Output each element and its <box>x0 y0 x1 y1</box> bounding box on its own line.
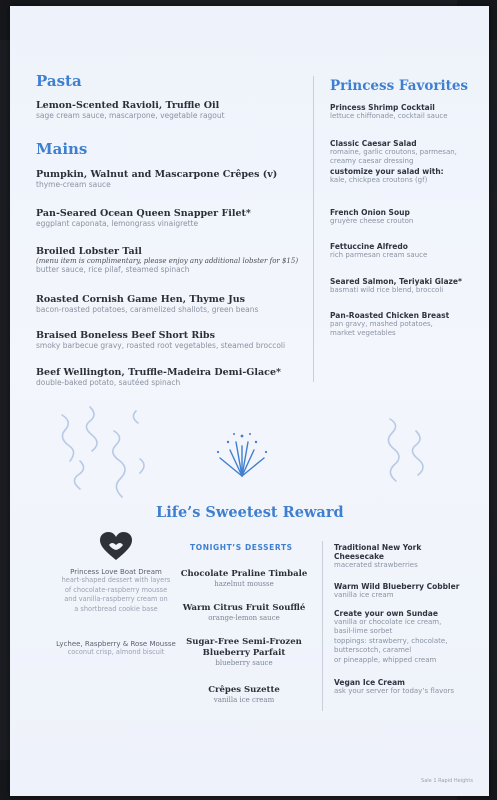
menu-item <box>36 169 277 190</box>
favorite-item-name: Classic Caesar Salad <box>330 139 417 148</box>
dessert-name: Traditional New York <box>334 543 422 552</box>
menu-item <box>36 246 298 275</box>
favorite-item-desc: basmati wild rice blend, broccoli <box>330 286 444 294</box>
dessert-name: Vegan Ice Cream <box>334 678 405 687</box>
dessert-item <box>334 543 421 570</box>
dessert-desc: vanilla ice cream <box>334 591 394 599</box>
favorite-item <box>330 242 427 260</box>
dessert-item <box>51 640 181 658</box>
menu-item-desc: smoky barbecue gravy, roasted root vegetables, steamed broccoli <box>36 341 286 350</box>
dessert-name: Warm Wild Blueberry Cobbler <box>334 582 460 591</box>
footer-text: Sale 1 Rapid Heights <box>421 778 473 784</box>
dessert-item <box>334 582 459 600</box>
favorite-item <box>330 277 462 295</box>
menu-item-name: Beef Wellington, Truffle-Madeira Demi-Glace* <box>36 367 281 378</box>
dessert-item-featured <box>51 568 181 614</box>
dessert-name: Sugar-Free Semi-Frozen <box>186 637 302 647</box>
dessert-name: Cheesecake <box>334 552 384 561</box>
menu-item-desc: bacon-roasted potatoes, caramelized shallots, green beans <box>36 305 259 314</box>
favorite-item-name: French Onion Soup <box>330 208 410 217</box>
menu-item-name: Lemon-Scented Ravioli, Truffle Oil <box>36 100 220 111</box>
menu-item-desc: double-baked potato, sautéed spinach <box>36 378 181 387</box>
dessert-desc: of chocolate-raspberry mousse <box>64 585 168 594</box>
dessert-desc: basil-lime sorbet <box>334 627 393 636</box>
menu-item <box>36 367 281 388</box>
dessert-desc: blueberry sauce <box>215 659 273 668</box>
dessert-item <box>174 569 314 590</box>
dessert-item <box>174 603 314 624</box>
favorite-item <box>330 103 448 121</box>
menu-item-name: Broiled Lobster Tail <box>36 246 142 257</box>
dessert-name: Create your own Sundae <box>334 609 438 618</box>
dessert-desc: ask your server for today’s flavors <box>334 687 455 695</box>
dessert-item <box>174 685 314 706</box>
favorite-item-name: Seared Salmon, Teriyaki Glaze* <box>330 277 462 286</box>
dessert-desc: toppings: strawberry, chocolate, <box>334 636 448 645</box>
mains-heading: Mains <box>36 140 88 158</box>
favorite-item-desc: lettuce chiffonade, cocktail sauce <box>330 112 448 120</box>
dessert-name: Chocolate Praline Timbale <box>180 569 308 579</box>
column-divider <box>322 541 323 711</box>
favorite-item-desc: gruyère cheese crouton <box>330 217 414 225</box>
dessert-desc: butterscotch, caramel <box>334 646 412 655</box>
menu-item-name: Pumpkin, Walnut and Mascarpone Crêpes (v) <box>36 169 278 180</box>
streamer-icon <box>50 401 160 506</box>
dessert-desc: orange-lemon sauce <box>208 614 280 623</box>
dessert-desc: vanilla ice cream <box>213 696 275 705</box>
menu-item-desc: butter sauce, rice pilaf, steamed spinach <box>36 265 190 274</box>
favorite-item-desc: rich parmesan cream sauce <box>330 251 428 259</box>
streamer-icon <box>370 411 440 501</box>
favorite-item-extra-desc: kale, chickpea croutons (gf) <box>330 175 428 184</box>
dessert-desc: macerated strawberries <box>334 561 418 569</box>
dessert-desc: or pineapple, whipped cream <box>334 655 437 664</box>
menu-item <box>36 208 251 229</box>
favorite-item <box>330 208 413 226</box>
menu-sheet <box>10 6 489 796</box>
favorite-item-desc: romaine, garlic croutons, parmesan, <box>330 148 457 156</box>
menu-item-name: Braised Boneless Beef Short Ribs <box>36 330 215 341</box>
dessert-name: Blueberry Parfait <box>202 648 286 659</box>
dessert-name: Warm Citrus Fruit Soufflé <box>182 603 306 613</box>
menu-item-desc: thyme-cream sauce <box>36 180 111 189</box>
favorite-item-desc: pan gravy, mashed potatoes, <box>330 320 433 328</box>
tonights-desserts-label: TONIGHT’S DESSERTS <box>190 543 293 552</box>
favorites-heading: Princess Favorites <box>330 78 469 94</box>
column-divider <box>313 76 314 382</box>
menu-item <box>36 330 285 351</box>
favorite-item-desc: creamy caesar dressing <box>330 157 414 166</box>
favorite-item-name: Princess Shrimp Cocktail <box>330 103 435 112</box>
menu-item-name: Roasted Cornish Game Hen, Thyme Jus <box>36 294 245 305</box>
dessert-desc: a shortbread cookie base <box>74 604 158 613</box>
favorite-item-name: Fettuccine Alfredo <box>330 242 408 251</box>
desserts-heading: Life’s Sweetest Reward <box>156 504 344 521</box>
menu-item-note: (menu item is complimentary, please enjoy any additional lobster for $15) <box>36 257 299 265</box>
dessert-desc: vanilla or chocolate ice cream, <box>334 618 442 626</box>
favorite-item-desc: market vegetables <box>330 329 396 338</box>
dessert-desc: and vanilla-raspberry cream on <box>64 595 168 604</box>
dessert-item <box>174 637 314 669</box>
dessert-desc: hazelnut mousse <box>214 580 274 589</box>
dessert-name: Lychee, Raspberry & Rose Mousse <box>56 640 176 648</box>
dessert-name: Princess Love Boat Dream <box>70 568 162 576</box>
favorite-item <box>330 139 457 185</box>
favorite-item-name: Pan-Roasted Chicken Breast <box>330 311 450 320</box>
dessert-item <box>334 609 447 665</box>
menu-item <box>36 100 225 121</box>
favorite-item <box>330 311 449 339</box>
menu-item-name: Pan-Seared Ocean Queen Snapper Filet* <box>36 208 251 219</box>
menu-item-desc: eggplant caponata, lemongrass vinaigrette <box>36 219 199 228</box>
menu-item <box>36 294 258 315</box>
menu-item-desc: sage cream sauce, mascarpone, vegetable ragout <box>36 111 225 120</box>
confetti-burst-icon <box>214 428 270 478</box>
heart-logo-icon <box>99 531 133 561</box>
dessert-desc: coconut crisp, almond biscuit <box>67 648 165 656</box>
favorite-item-extra-name: customize your salad with: <box>330 166 444 176</box>
dessert-item <box>334 678 454 696</box>
dessert-desc: heart-shaped dessert with layers <box>61 576 171 584</box>
dessert-name: Crêpes Suzette <box>208 685 280 695</box>
pasta-heading: Pasta <box>36 72 82 90</box>
